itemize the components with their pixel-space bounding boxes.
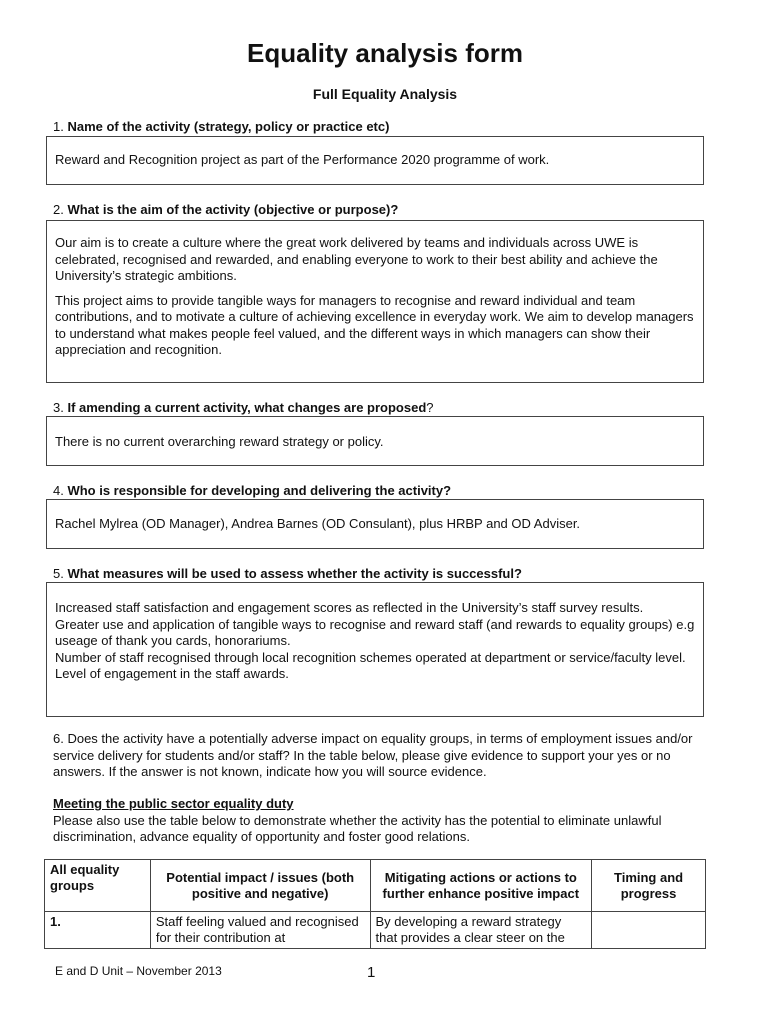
answer-line: Increased staff satisfaction and engagement scores as reflected in the University’s staff survey results. (55, 600, 644, 615)
table-header-row (45, 860, 706, 912)
question-label: If amending a current activity, what changes are proposed (67, 400, 427, 415)
equality-duty-text: Please also use the table below to demonstrate whether the activity has the potential to eliminate unlawful discrimination, advance equality of opportunity and foster good relations. (53, 812, 662, 844)
question-3-heading (53, 400, 713, 416)
question-number: 4. (53, 483, 64, 498)
answer-paragraph: This project aims to provide tangible ways for managers to recognise and reward individual and team contributions, and to motivate a culture of achieving excellence in everyday work. We aim to develop managers to understand what makes people feel valued, and the different ways in which managers can show their appreciation and recognition. (55, 292, 694, 357)
answer-box-3[interactable] (46, 416, 704, 466)
answer-box-2[interactable] (46, 220, 704, 383)
question-2-heading (53, 202, 713, 218)
question-number: 5. (53, 566, 64, 581)
question-label: What is the aim of the activity (objective or purpose)? (67, 202, 399, 217)
page-number: 1 (367, 964, 376, 981)
page-title: Equality analysis form (247, 38, 523, 68)
question-number: 1. (53, 119, 64, 134)
column-header-mitigation: Mitigating actions or actions to further enhance positive impact (370, 860, 592, 912)
table-row (45, 912, 706, 949)
question-label: Name of the activity (strategy, policy or practice etc) (67, 119, 390, 134)
answer-box-4[interactable] (46, 499, 704, 549)
answer-paragraph: Our aim is to create a culture where the great work delivered by teams and individuals across UWE is celebrated, recognised and rewarded, and enabling everyone to work to their best ability and achieve the University’s strategic ambitions. (55, 235, 658, 283)
answer-line: Number of staff recognised through local recognition schemes operated at department or service/faculty level. (55, 649, 686, 665)
answer-box-1[interactable] (46, 136, 704, 185)
answer-text: Rachel Mylrea (OD Manager), Andrea Barnes (OD Consulant), plus HRBP and OD Adviser. (55, 516, 581, 531)
cell-timing[interactable] (592, 912, 706, 949)
question-4-heading (53, 483, 713, 499)
page-subtitle: Full Equality Analysis (312, 86, 458, 102)
equality-impact-table (44, 859, 706, 949)
column-header-groups: All equality groups (45, 860, 151, 912)
question-5-heading (53, 566, 713, 582)
question-label-suffix: ? (426, 400, 434, 415)
answer-line: Level of engagement in the staff awards. (55, 666, 289, 681)
footer-text: E and D Unit – November 2013 (55, 964, 222, 978)
answer-line: Greater use and application of tangible ways to recognise and reward staff (and rewards to equality groups) e.g useage of thank you cards, honorariums. (55, 616, 695, 648)
cell-group[interactable]: 1. (45, 912, 151, 949)
column-header-timing: Timing and progress (592, 860, 706, 912)
answer-box-5[interactable] (46, 582, 704, 717)
question-6-text: 6. Does the activity have a potentially adverse impact on equality groups, in terms of employment issues and/or service delivery for students and/or staff? In the table below, please give evidence to support your yes or no answers. If the answer is not known, indicate how you will source evidence. (53, 731, 693, 779)
cell-impact[interactable]: Staff feeling valued and recognised for their contribution at (150, 912, 370, 949)
question-label: What measures will be used to assess whether the activity is successful? (67, 566, 522, 581)
cell-mitigation[interactable]: By developing a reward strategy that provides a clear steer on the (370, 912, 592, 949)
answer-text: Reward and Recognition project as part of the Performance 2020 programme of work. (55, 152, 550, 167)
answer-text: There is no current overarching reward strategy or policy. (55, 434, 384, 449)
question-number: 3. (53, 400, 64, 415)
question-label: Who is responsible for developing and delivering the activity? (67, 483, 452, 498)
equality-duty-section (53, 796, 713, 846)
question-1-heading (53, 119, 713, 135)
question-number: 2. (53, 202, 64, 217)
column-header-impact: Potential impact / issues (both positive and negative) (150, 860, 370, 912)
equality-duty-heading: Meeting the public sector equality duty (53, 796, 294, 811)
question-6 (53, 731, 713, 781)
